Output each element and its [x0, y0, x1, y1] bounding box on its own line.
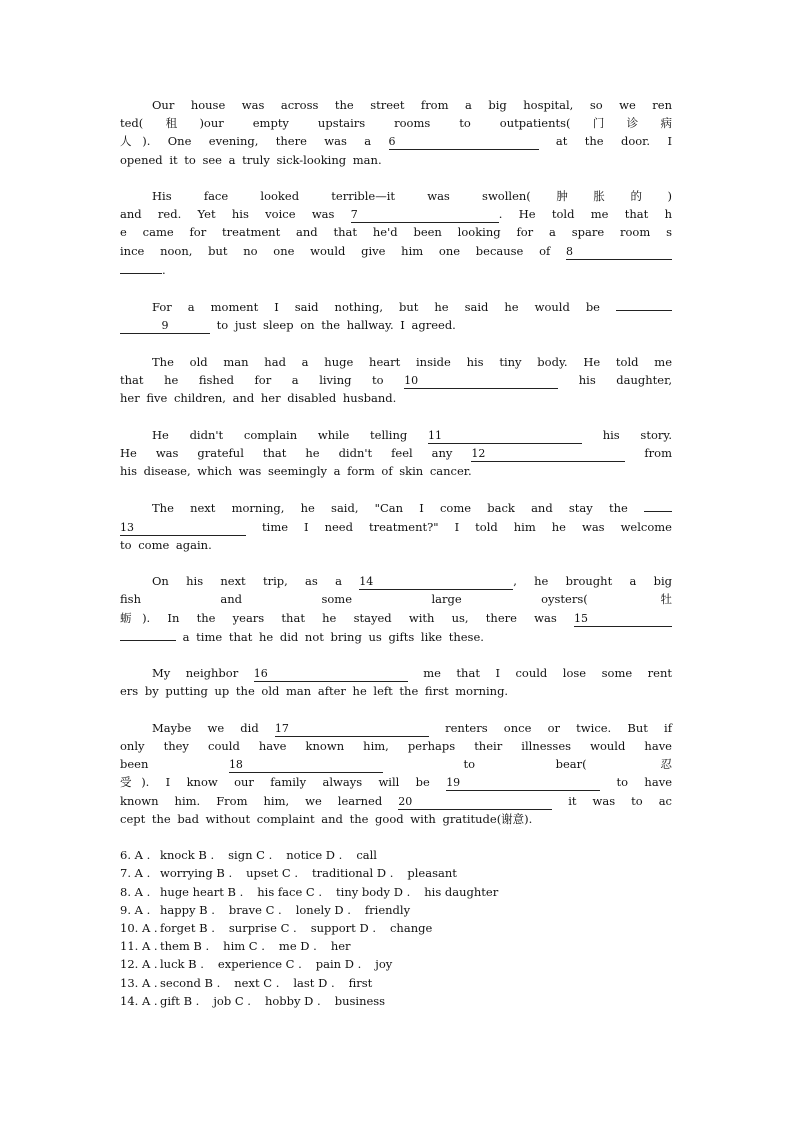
text-line — [120, 316, 672, 334]
text-segment: to bear(忍 — [382, 757, 672, 772]
text-line — [120, 572, 672, 590]
option-number: 10. A . — [120, 920, 158, 935]
text-segment: 蛎). In the years that he stayed with us, there was — [120, 610, 574, 625]
text-line — [120, 114, 672, 132]
blank-number — [644, 498, 672, 512]
text-line — [120, 810, 672, 828]
text-line — [120, 498, 672, 517]
text-line — [120, 792, 672, 810]
blank-number — [120, 260, 162, 274]
blank-number: 12 — [471, 448, 625, 462]
option-choice: next C . — [234, 975, 280, 990]
text-segment: it was to ac — [552, 793, 672, 808]
text-segment: ted(租)our empty upstairs rooms to outpatients(门诊病 — [120, 116, 672, 131]
text-segment: to have — [600, 775, 672, 790]
option-row — [120, 955, 672, 973]
option-choice: call — [356, 848, 377, 863]
blank-number: 18 — [229, 759, 383, 773]
option-choice: me D . — [278, 939, 317, 954]
text-line — [120, 682, 672, 700]
paragraph — [120, 297, 672, 334]
blank-number: 9 — [120, 320, 210, 334]
text-segment: from — [625, 445, 672, 460]
blank-number — [616, 297, 672, 311]
option-row — [120, 901, 672, 919]
option-choice: his daughter — [424, 884, 499, 899]
text-line — [120, 773, 672, 791]
option-choice: second B . — [160, 975, 221, 990]
text-line — [120, 664, 672, 682]
text-line — [120, 719, 672, 737]
text-line — [120, 132, 672, 150]
option-choice: worrying B . — [160, 866, 233, 881]
text-segment: that he fished for a living to — [120, 373, 405, 387]
text-segment: been — [120, 757, 229, 772]
text-line — [120, 297, 672, 316]
text-line — [120, 627, 672, 646]
text-segment: He was grateful that he didn't feel any — [120, 445, 472, 460]
option-choice: him C . — [223, 939, 265, 954]
paragraph — [120, 426, 672, 481]
option-number: 9. A . — [120, 902, 151, 917]
option-choice: first — [348, 975, 373, 990]
text-line — [120, 371, 672, 389]
cloze-passage — [120, 96, 672, 828]
text-segment: his story. — [581, 427, 673, 442]
blank-number: 16 — [254, 668, 408, 682]
option-choice: surprise C . — [228, 920, 297, 935]
text-line — [120, 518, 672, 536]
text-segment: to just sleep on the hallway. I agreed. — [210, 318, 456, 333]
option-choice: tiny body D . — [336, 884, 411, 899]
text-line — [120, 755, 672, 773]
text-segment: at the door. I — [538, 134, 672, 149]
text-segment: His face looked terrible—it was swollen(肿胀的) — [152, 189, 672, 203]
text-segment: me that I could lose some rent — [407, 666, 672, 681]
option-row — [120, 846, 672, 864]
text-line — [120, 737, 672, 755]
blank-number: 20 — [398, 796, 552, 810]
text-line — [120, 187, 672, 205]
text-line — [120, 223, 672, 241]
option-choice: change — [389, 920, 433, 935]
option-row — [120, 864, 672, 882]
text-segment: only they could have known him, perhaps their illnesses would have — [120, 738, 672, 753]
paragraph — [120, 498, 672, 554]
option-choice: lonely D . — [295, 902, 351, 917]
text-line — [120, 462, 672, 480]
option-choice: last D . — [293, 975, 335, 990]
option-choice: luck B . — [160, 957, 204, 972]
option-choice: his face C . — [257, 884, 323, 899]
option-choice: huge heart B . — [160, 884, 244, 899]
option-number: 14. A . — [120, 993, 158, 1008]
text-segment: and red. Yet his voice was — [120, 207, 351, 222]
text-segment: The next morning, he said, "Can I come back and stay the — [152, 501, 644, 516]
blank-number: 10 — [404, 375, 558, 389]
paragraph — [120, 96, 672, 169]
blank-number: 19 — [446, 777, 600, 791]
option-choice: notice D . — [286, 848, 343, 863]
option-row — [120, 919, 672, 937]
option-choice: sign C . — [228, 848, 273, 863]
option-choice: brave C . — [228, 902, 282, 917]
option-choice: them B . — [160, 939, 210, 954]
text-segment: to come again. — [120, 537, 212, 552]
option-choice: experience C . — [217, 957, 302, 972]
text-segment: his daughter, — [558, 373, 672, 387]
text-segment: On his next trip, as a — [152, 574, 360, 589]
text-segment: ince noon, but no one would give him one because of — [120, 243, 566, 258]
text-line — [120, 260, 672, 279]
text-line — [120, 151, 672, 169]
text-segment: known him. From him, we learned — [120, 793, 399, 808]
option-choice: happy B . — [160, 902, 215, 917]
option-choice: knock B . — [160, 848, 215, 863]
option-row — [120, 992, 672, 1010]
option-choice: job C . — [213, 993, 251, 1008]
option-choice: friendly — [364, 902, 411, 917]
text-line — [120, 96, 672, 114]
option-choice: business — [334, 993, 386, 1008]
text-segment: time I need treatment?" I told him he was welcome — [246, 519, 672, 534]
text-segment: He didn't complain while telling — [152, 427, 428, 442]
option-row — [120, 937, 672, 955]
option-number: 6. A . — [120, 848, 151, 863]
text-line — [120, 389, 672, 407]
blank-number: 11 — [428, 430, 582, 444]
blank-number: 8 — [566, 246, 672, 260]
option-row — [120, 974, 672, 992]
paragraph — [120, 572, 672, 646]
blank-number — [120, 627, 176, 641]
option-choice: her — [330, 939, 351, 954]
option-number: 13. A . — [120, 975, 158, 990]
text-segment: a time that he did not bring us gifts like these. — [176, 629, 484, 644]
answer-options — [120, 846, 672, 1010]
text-segment: Our house was across the street from a big hospital, so we ren — [152, 98, 672, 112]
option-choice: gift B . — [160, 993, 200, 1008]
blank-number: 7 — [351, 209, 499, 223]
option-choice: support D . — [310, 920, 376, 935]
option-choice: hobby D . — [264, 993, 321, 1008]
text-line — [120, 242, 672, 260]
option-choice: joy — [375, 957, 393, 972]
option-choice: forget B . — [160, 920, 215, 935]
option-number: 11. A . — [120, 939, 158, 954]
document-page — [120, 96, 672, 1010]
text-segment: her five children, and her disabled husband. — [120, 391, 397, 406]
text-line — [120, 536, 672, 554]
text-line — [120, 205, 672, 223]
text-line — [120, 444, 672, 462]
text-segment: , he brought a big — [513, 574, 672, 589]
option-number: 7. A . — [120, 866, 151, 881]
text-line — [120, 353, 672, 371]
text-line — [120, 590, 672, 608]
text-segment: . — [162, 262, 166, 277]
text-segment: 人). One evening, there was a — [120, 134, 389, 149]
option-number: 12. A . — [120, 957, 158, 972]
blank-number: 14 — [359, 576, 513, 590]
text-segment: his disease, which was seemingly a form of skin cancer. — [120, 464, 472, 478]
text-line — [120, 426, 672, 444]
text-segment: cept the bad without complaint and the good with gratitude(谢意). — [120, 811, 533, 826]
paragraph — [120, 353, 672, 408]
option-row — [120, 883, 672, 901]
text-segment: 受). I know our family always will be — [120, 775, 447, 790]
text-segment: renters once or twice. But if — [428, 720, 672, 735]
blank-number: 15 — [574, 613, 672, 627]
text-line — [120, 609, 672, 627]
text-segment: opened it to see a truly sick-looking man. — [120, 152, 382, 167]
blank-number: 13 — [120, 522, 246, 536]
blank-number: 17 — [275, 723, 429, 737]
blank-number: 6 — [389, 136, 539, 150]
text-segment: My neighbor — [152, 666, 254, 681]
option-choice: traditional D . — [312, 866, 394, 881]
paragraph — [120, 719, 672, 828]
text-segment: Maybe we did — [152, 720, 275, 735]
option-choice: pain D . — [315, 957, 362, 972]
paragraph — [120, 664, 672, 700]
option-choice: pleasant — [407, 866, 457, 881]
paragraph — [120, 187, 672, 279]
text-segment: ers by putting up the old man after he left the first morning. — [120, 684, 509, 699]
text-segment: fish and some large oysters(牡 — [120, 592, 672, 607]
text-segment: The old man had a huge heart inside his tiny body. He told me — [152, 354, 672, 369]
option-number: 8. A . — [120, 884, 151, 899]
text-segment: For a moment I said nothing, but he said he would be — [152, 300, 616, 315]
text-segment: e came for treatment and that he'd been looking for a spare room s — [120, 225, 672, 240]
option-choice: upset C . — [246, 866, 298, 881]
text-segment: . He told me that h — [498, 207, 672, 222]
